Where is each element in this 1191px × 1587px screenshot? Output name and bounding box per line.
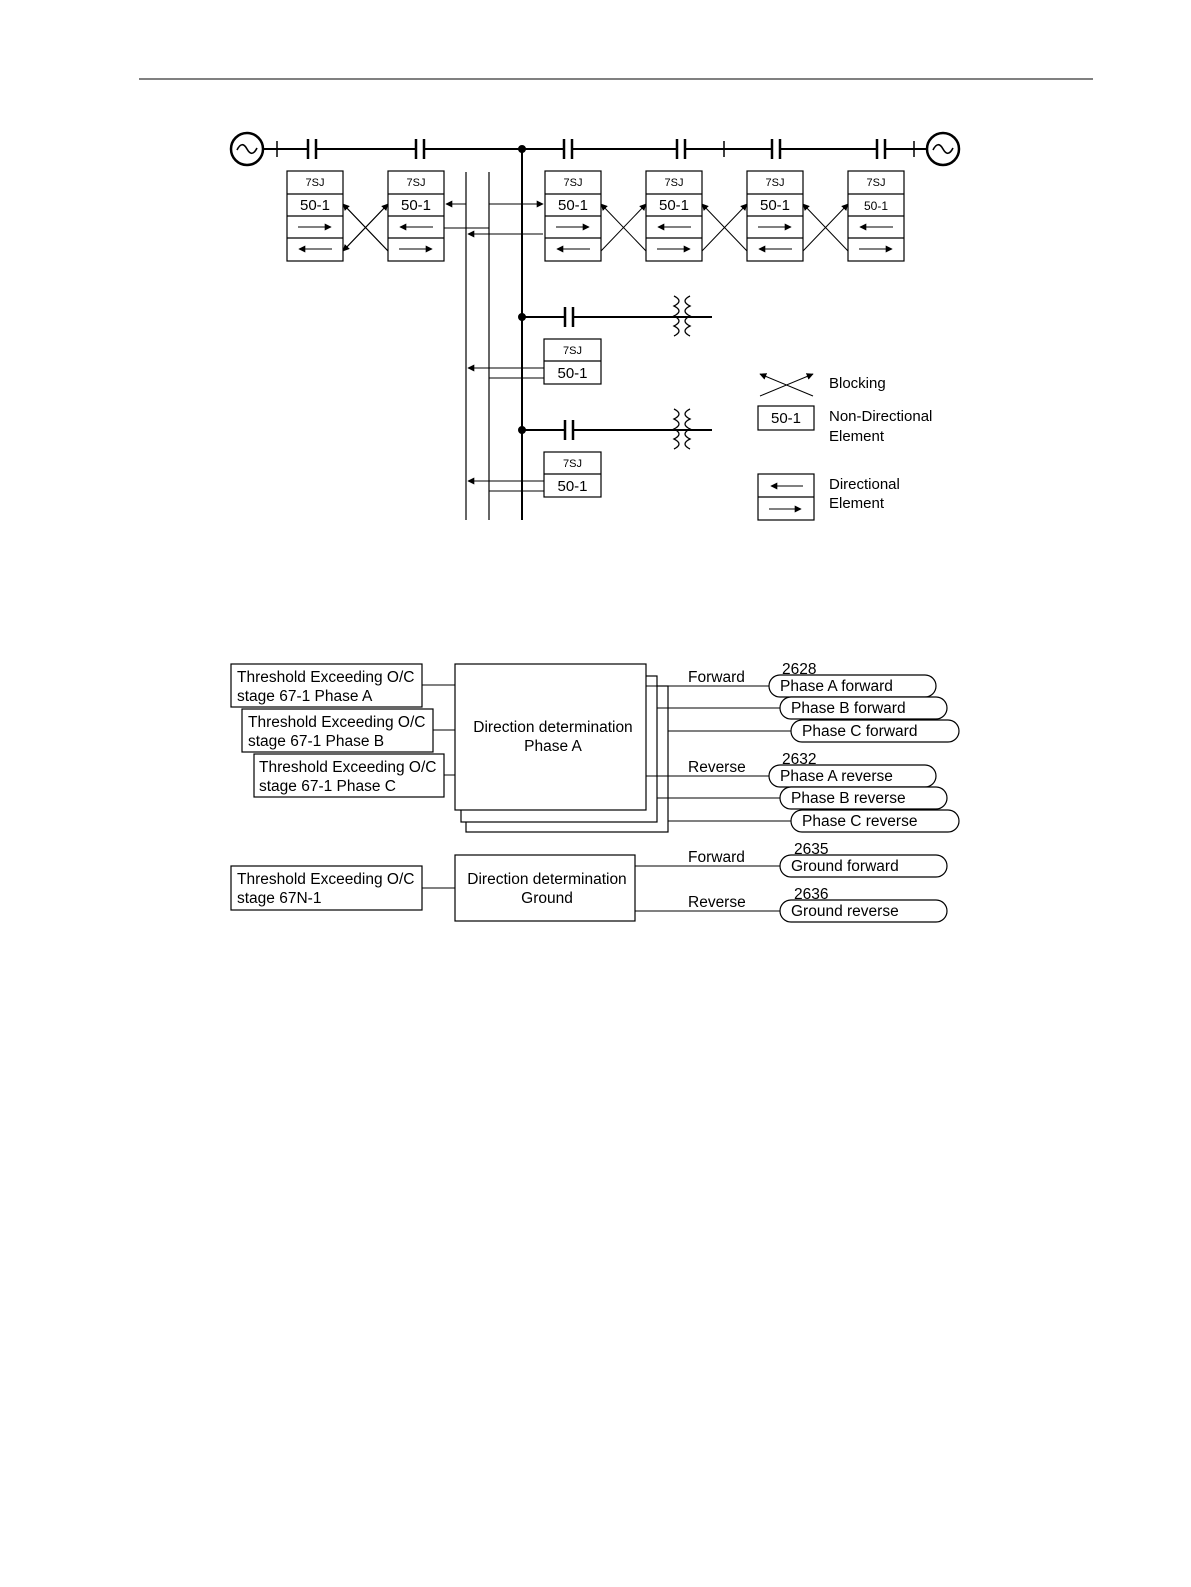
- relay-device-label: 7SJ: [765, 177, 785, 189]
- legend-nondir-2: Element: [829, 428, 885, 445]
- legend-blocking: Blocking: [829, 375, 886, 392]
- ground-block-line1: Direction determination: [467, 871, 627, 888]
- input-c-line2: stage 67-1 Phase C: [259, 778, 397, 795]
- relay-box: [287, 171, 343, 261]
- relay-element-label: 50-1: [400, 197, 432, 214]
- relay-device-label: 7SJ: [563, 177, 583, 189]
- legend-dir-2: Element: [829, 495, 885, 512]
- input-b-line2: stage 67-1 Phase B: [248, 733, 385, 750]
- legend-nondir-1: Non-Directional: [829, 408, 933, 425]
- relay-group: [287, 171, 904, 261]
- ground-forward-number: 2635: [794, 841, 829, 858]
- input-c-line1: Threshold Exceeding O/C: [259, 759, 437, 776]
- ground-forward-label: Forward: [688, 849, 745, 866]
- relay-device-label: 7SJ: [305, 177, 325, 189]
- relay-box: [747, 171, 803, 261]
- reverse-number: 2632: [782, 751, 817, 768]
- forward-label: Forward: [688, 669, 745, 686]
- relay-device-label: 7SJ: [406, 177, 426, 189]
- ground-block-line2: Ground: [521, 890, 573, 907]
- output-phase-b-reverse: Phase B reverse: [791, 790, 906, 807]
- output-phase-c-reverse: Phase C reverse: [802, 813, 918, 830]
- relay-device-label: 7SJ: [563, 345, 582, 357]
- input-a-line1: Threshold Exceeding O/C: [237, 669, 415, 686]
- output-phase-a-forward: Phase A forward: [780, 678, 893, 695]
- bus-signal-links: [444, 204, 544, 491]
- ground-reverse-label: Reverse: [688, 894, 746, 911]
- ground-reverse-number: 2636: [794, 886, 829, 903]
- output-phase-b-forward: Phase B forward: [791, 700, 906, 717]
- relay-element-label: 50-1: [658, 197, 690, 214]
- legend-dir-1: Directional: [829, 476, 900, 493]
- legend-box-label: 50-1: [770, 410, 802, 427]
- feeder-relay-box: [544, 339, 601, 384]
- output-ground-reverse: Ground reverse: [791, 903, 899, 920]
- relay-element-label: 50-1: [557, 365, 588, 382]
- ground-input-line1: Threshold Exceeding O/C: [237, 871, 415, 888]
- input-b-line1: Threshold Exceeding O/C: [248, 714, 426, 731]
- relay-element-label: 50-1: [759, 197, 791, 214]
- output-ground-forward: Ground forward: [791, 858, 899, 875]
- relay-box: [848, 171, 904, 261]
- relay-box: [545, 171, 601, 261]
- output-phase-a-reverse: Phase A reverse: [780, 768, 893, 785]
- relay-element-label: 50-1: [863, 199, 889, 213]
- phase-block-line2: Phase A: [524, 738, 582, 755]
- relay-element-label: 50-1: [557, 197, 589, 214]
- ground-input-line2: stage 67N-1: [237, 890, 322, 907]
- relay-device-label: 7SJ: [866, 177, 886, 189]
- feeder-relay-box: [544, 452, 601, 497]
- relay-element-label: 50-1: [299, 197, 331, 214]
- relay-box: [388, 171, 444, 261]
- forward-number: 2628: [782, 661, 817, 678]
- relay-device-label: 7SJ: [563, 458, 582, 470]
- input-a-line2: stage 67-1 Phase A: [237, 688, 373, 705]
- relay-box: [646, 171, 702, 261]
- feeder-relay-group: [544, 339, 601, 497]
- reverse-label: Reverse: [688, 759, 746, 776]
- legend: [758, 374, 814, 520]
- phase-block-line1: Direction determination: [473, 719, 633, 736]
- output-phase-c-forward: Phase C forward: [802, 723, 918, 740]
- relay-element-label: 50-1: [557, 478, 588, 495]
- relay-device-label: 7SJ: [664, 177, 684, 189]
